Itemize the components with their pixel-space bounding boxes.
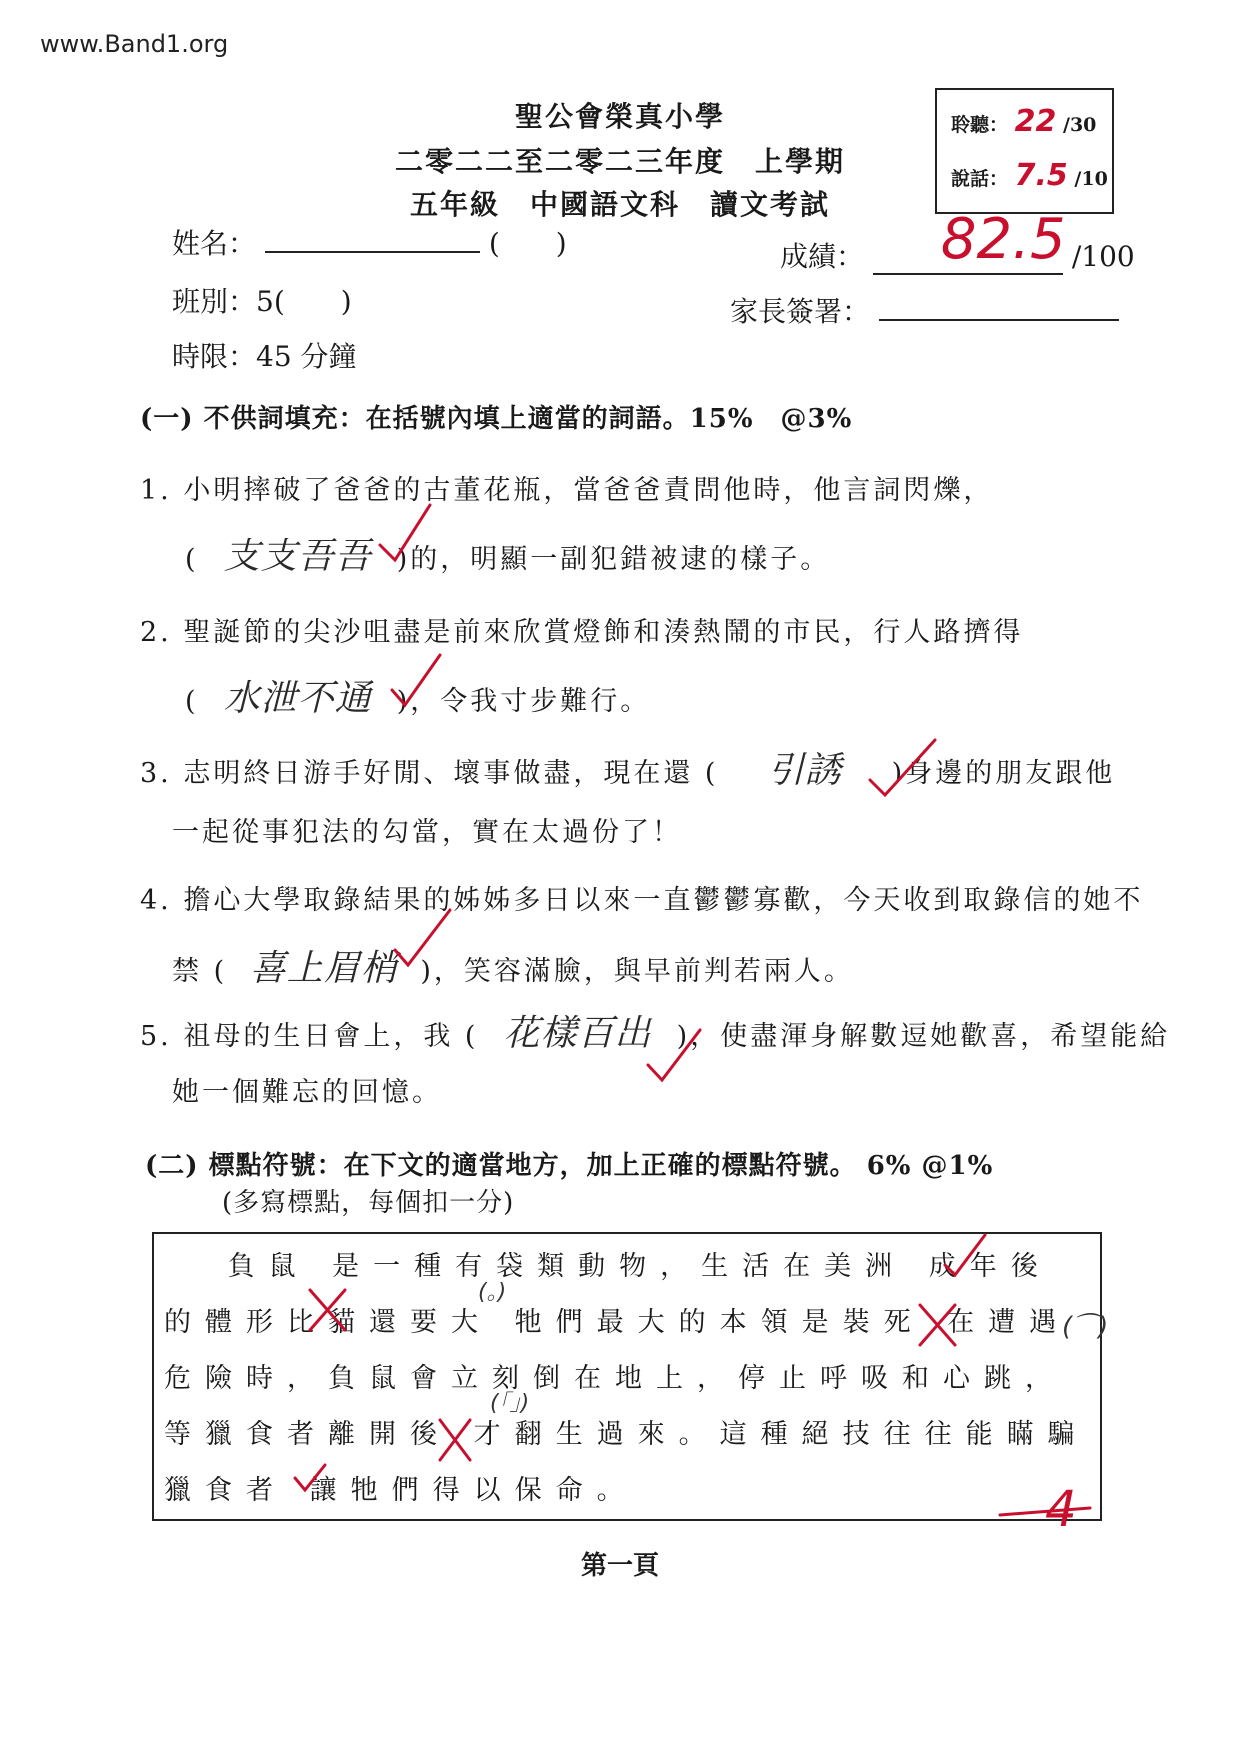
listening-label: 聆聽： xyxy=(951,114,1009,136)
q2-answer: 水泄不通 xyxy=(223,678,372,719)
listening-score-row xyxy=(951,104,1096,139)
name-row xyxy=(172,222,567,262)
passage-line-5: 獵食者 讓牠們得以保命。 xyxy=(164,1475,638,1506)
section1-heading: (一) 不供詞填充：在括號內填上適當的詞語。15% @3% xyxy=(140,404,853,434)
q1-line1: 1. 小明摔破了爸爸的古董花瓶，當爸爸責問他時，他言詞閃爍， xyxy=(140,475,994,506)
q2-line2 xyxy=(185,670,650,721)
section2-score: 4 xyxy=(1045,1480,1077,1538)
q2-line2-text: )，令我寸步難行。 xyxy=(396,686,651,717)
inserted-mark-margin: (⌒) xyxy=(1062,1312,1109,1342)
q1-line2-text: )的，明顯一副犯錯被逮的樣子。 xyxy=(396,544,831,575)
class-label: 班別：5( ) xyxy=(172,285,352,318)
speaking-total: /10 xyxy=(1074,168,1108,190)
q3-line2: 一起從事犯法的勾當，實在太過份了！ xyxy=(172,817,682,848)
section2-heading: (二) 標點符號：在下文的適當地方，加上正確的標點符號。 6% @1% xyxy=(145,1151,994,1181)
score-box xyxy=(935,88,1114,214)
q4-answer: 喜上眉梢 xyxy=(249,948,398,989)
q4-line2-text: )，笑容滿臉，與早前判若兩人。 xyxy=(420,956,854,987)
listening-total: /30 xyxy=(1063,114,1097,136)
exam-title: 五年級 中國語文科 讀文考試 xyxy=(409,188,830,221)
q5-line1-post: )，使盡渾身解數逗她歡喜，希望能給 xyxy=(676,1021,1171,1052)
school-name: 聖公會榮真小學 xyxy=(514,100,725,133)
time-limit: 時限：45 分鐘 xyxy=(172,340,357,373)
q2-open-paren: ( xyxy=(185,686,199,717)
q3-line1-text: 3. 志明終日游手好閒、壞事做盡，現在還 ( xyxy=(140,758,719,789)
speaking-score-row xyxy=(951,158,1108,193)
q3-line1 xyxy=(140,742,1115,793)
q3-line1-post: )身邊的朋友跟他 xyxy=(891,758,1116,789)
q5-line1 xyxy=(140,1005,1170,1056)
q3-answer: 引誘 xyxy=(768,750,843,791)
q4-line2 xyxy=(172,940,854,991)
q2-line1: 2. 聖誕節的尖沙咀盡是前來欣賞燈飾和湊熱鬧的市民，行人路擠得 xyxy=(140,617,1024,648)
speaking-score: 7.5 xyxy=(1014,158,1068,193)
q5-answer: 花樣百出 xyxy=(503,1013,652,1054)
passage-line-4: 等獵食者離開後 才翻生過來。這種絕技往往能瞞騙 xyxy=(164,1419,1089,1450)
student-number: ( ) xyxy=(488,227,567,260)
q5-line1-text: 5. 祖母的生日會上，我 ( xyxy=(140,1021,479,1052)
listening-score: 22 xyxy=(1014,104,1057,139)
grade-label: 成績： xyxy=(780,240,865,273)
passage-line-2: 的體形比貓還要大 牠們最大的本領是裝死 在遭遇 xyxy=(164,1307,1071,1338)
parent-signature-row xyxy=(730,290,1119,330)
academic-year: 二零二二至二零二三年度 上學期 xyxy=(394,145,845,178)
inserted-period: (。) xyxy=(478,1280,507,1305)
inserted-quotes: (「」) xyxy=(490,1391,530,1416)
q4-line1: 4. 擔心大學取錄結果的姊姊多日以來一直鬱鬱寡歡，今天收到取錄信的她不 xyxy=(140,885,1144,916)
section2-note: (多寫標點，每個扣一分) xyxy=(222,1188,515,1218)
q1-line2 xyxy=(185,528,830,579)
passage-line-1: 負鼠 是一種有袋類動物，生活在美洲 成年後 xyxy=(164,1251,1052,1282)
passage-line-3: 危險時，負鼠會立刻倒在地上，停止呼吸和心跳， xyxy=(164,1363,1066,1394)
grade-score: 82.5 xyxy=(940,207,1066,272)
parent-label: 家長簽署： xyxy=(730,295,871,328)
page-number: 第一頁 xyxy=(580,1551,659,1581)
grade-field xyxy=(873,207,1066,275)
speaking-label: 說話： xyxy=(951,168,1009,190)
parent-signature-field[interactable] xyxy=(879,319,1119,321)
website-watermark: www.Band1.org xyxy=(40,30,229,58)
q5-line2: 她一個難忘的回憶。 xyxy=(172,1077,442,1108)
name-label: 姓名： xyxy=(172,227,257,260)
grade-row xyxy=(780,207,1135,275)
passage-box xyxy=(152,1232,1102,1521)
q1-open-paren: ( xyxy=(185,544,199,575)
q1-answer: 支支吾吾 xyxy=(223,536,372,577)
grade-total: /100 xyxy=(1071,240,1135,273)
name-field[interactable] xyxy=(265,251,480,253)
q4-open-paren: 禁 ( xyxy=(172,956,228,987)
